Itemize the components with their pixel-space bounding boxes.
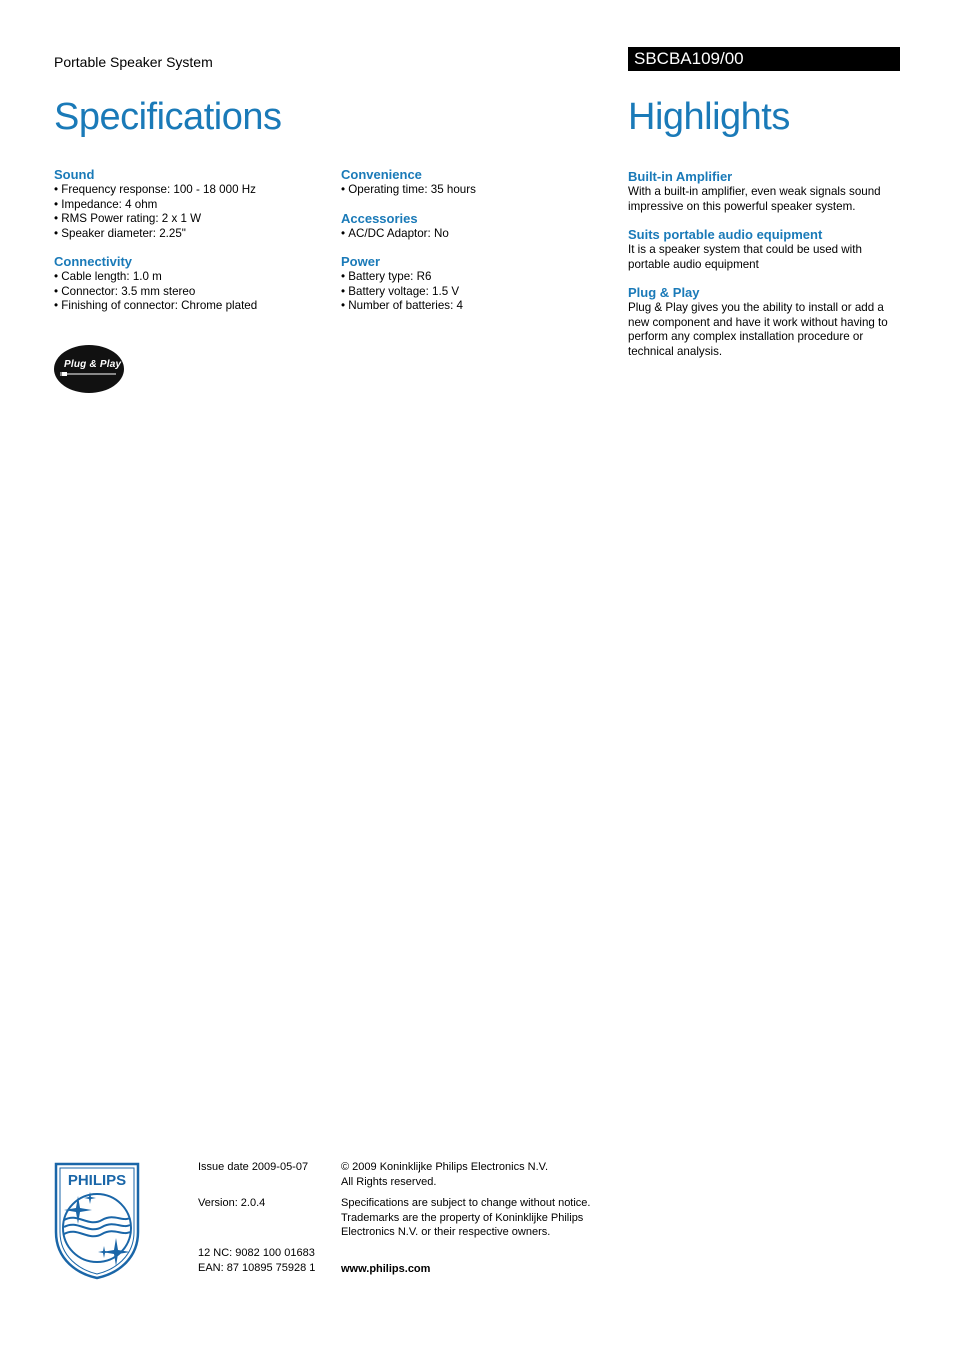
- highlight-item: [628, 227, 903, 272]
- highlight-item: [628, 285, 903, 359]
- footer-legal: [341, 1160, 601, 1276]
- highlights-title: Highlights: [628, 96, 790, 138]
- spec-list: [341, 270, 611, 314]
- highlights-column: [628, 169, 903, 372]
- spec-section-accessories: [341, 211, 611, 242]
- footer-issue-info: [198, 1160, 328, 1275]
- spec-section-title: Convenience: [341, 167, 422, 182]
- copyright-line: All Rights reserved.: [341, 1175, 437, 1188]
- spec-item: • Battery type: R6: [341, 270, 611, 285]
- logo-wordmark: PHILIPS: [67, 1172, 127, 1189]
- copyright-line: © 2009 Koninklijke Philips Electronics N.V.: [341, 1161, 549, 1173]
- spec-item: • Connector: 3.5 mm stereo: [54, 285, 324, 300]
- spec-section-title: Sound: [54, 167, 95, 182]
- spec-section-title: Power: [341, 254, 381, 269]
- notice-line: Trademarks are the property of Koninklijke Philips: [341, 1211, 584, 1224]
- product-category: Portable Speaker System: [54, 54, 213, 70]
- highlight-body: It is a speaker system that could be used with portable audio equipment: [628, 243, 862, 271]
- notice-line: Electronics N.V. or their respective owners.: [341, 1226, 551, 1238]
- highlight-title: Built-in Amplifier: [628, 169, 733, 184]
- highlight-body: Plug & Play gives you the ability to install or add a new component and have it work without having to perform any complex installation procedure or technical analysis.: [628, 301, 888, 358]
- spec-item: • Operating time: 35 hours: [341, 183, 611, 198]
- plug-icon: [60, 369, 118, 379]
- specs-column-1: [54, 167, 324, 327]
- spec-list: [54, 270, 324, 314]
- notice-line: Specifications are subject to change without notice.: [341, 1197, 591, 1209]
- ean-number: EAN: 87 10895 75928 1: [198, 1261, 316, 1274]
- spec-list: [54, 183, 324, 241]
- spec-section-power: [341, 254, 611, 314]
- spec-item: • Battery voltage: 1.5 V: [341, 285, 611, 300]
- spec-list: [341, 227, 611, 242]
- website-link[interactable]: www.philips.com: [341, 1262, 431, 1275]
- badge-label: Plug & Play: [64, 359, 122, 370]
- spec-section-sound: [54, 167, 324, 241]
- philips-shield-logo: [54, 1162, 140, 1285]
- model-number-bar: SBCBA109/00: [628, 47, 900, 71]
- spec-item: • RMS Power rating: 2 x 1 W: [54, 212, 324, 227]
- plug-and-play-badge: [54, 345, 124, 393]
- spec-item: • Frequency response: 100 - 18 000 Hz: [54, 183, 324, 198]
- spec-item: • AC/DC Adaptor: No: [341, 227, 611, 242]
- spec-item: • Cable length: 1.0 m: [54, 270, 324, 285]
- highlight-title: Plug & Play: [628, 285, 700, 300]
- spec-list: [341, 183, 611, 198]
- spec-section-title: Accessories: [341, 210, 418, 226]
- specs-column-2: [341, 167, 611, 327]
- spec-section-convenience: [341, 167, 611, 198]
- spec-item: • Speaker diameter: 2.25": [54, 227, 324, 242]
- spec-section-title: Connectivity: [54, 254, 133, 269]
- issue-date: Issue date 2009-05-07: [198, 1161, 309, 1173]
- highlight-title: Suits portable audio equipment: [628, 227, 823, 242]
- spec-section-connectivity: [54, 254, 324, 314]
- spec-item: • Number of batteries: 4: [341, 299, 611, 314]
- nc-number: 12 NC: 9082 100 01683: [198, 1247, 315, 1259]
- highlight-item: [628, 169, 903, 214]
- highlight-body: With a built-in amplifier, even weak signals sound impressive on this powerful speaker system.: [628, 185, 881, 213]
- spec-item: • Finishing of connector: Chrome plated: [54, 299, 324, 314]
- shield-icon: [54, 1162, 140, 1280]
- specifications-title: Specifications: [54, 96, 282, 138]
- spec-item: • Impedance: 4 ohm: [54, 198, 324, 213]
- version: Version: 2.0.4: [198, 1196, 266, 1209]
